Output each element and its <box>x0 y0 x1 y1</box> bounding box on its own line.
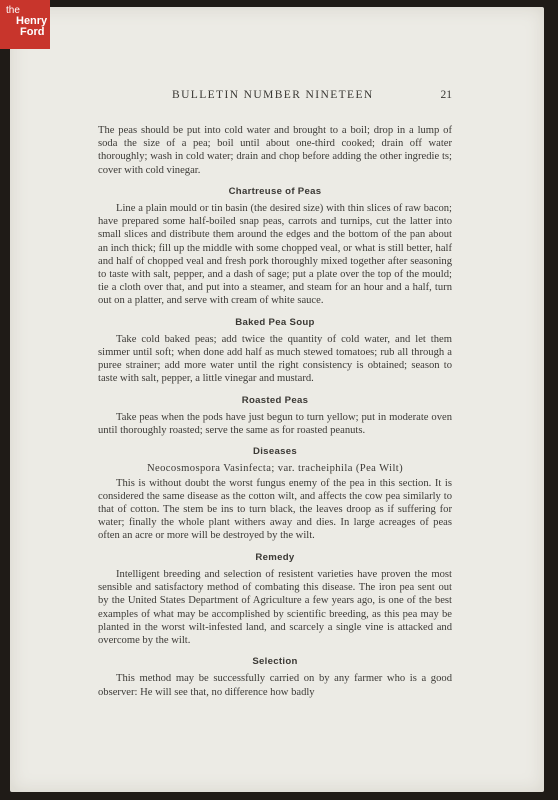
section-heading-selection: Selection <box>252 656 298 668</box>
section-heading-diseases: Diseases <box>252 446 297 458</box>
section-heading-remedy: Remedy <box>255 551 295 563</box>
section-heading-baked-pea-soup: Baked Pea Soup <box>235 316 315 328</box>
page-number: 21 <box>440 89 452 101</box>
logo-line-henry: Henry <box>16 15 48 27</box>
section-heading-roasted-peas: Roasted Peas <box>241 394 309 406</box>
running-title: BULLETIN NUMBER NINETEEN <box>172 89 374 101</box>
baked-pea-soup-paragraph: Take cold baked peas; add twice the quantity of cold water, and let them simmer until soft; when done add half as much stewed tomatoes; rub all through a puree strainer; add more water until the right consistency is obtained; season to taste with salt, pepper, a little vinegar and mustard. <box>98 333 452 385</box>
intro-paragraph: The peas should be put into cold water and brought to a boil; drop in a lump of soda the size of a pea; boil until about one-third cooked; drain off water thoroughly; wash in cold water; drain and chop before adding the other ingredie ts; cover with cold vinegar. <box>98 125 452 176</box>
logo-line-ford: Ford <box>20 26 45 38</box>
remedy-paragraph: Intelligent breeding and selection of resistent varieties have proven the most sensible and satisfactory method of combating this disease. The iron pea sent out by the United States Department of Agriculture a few years ago, is one of the best examples of what may be accomplished by scientific breeding, as this pea may be planted in the worst wilt-infested land, and scarcely a single vine is attacked and overcome by the wilt. <box>98 568 452 646</box>
section-heading-chartreuse: Chartreuse of Peas <box>228 185 322 197</box>
selection-paragraph: This method may be successfully carried on by any farmer who is a good observer: He will see that, no difference how badly <box>98 673 452 698</box>
logo-line-the: the <box>6 5 20 16</box>
page-body <box>98 124 452 699</box>
henry-ford-logo <box>0 0 50 49</box>
disease-scientific-name: Neocosmospora Vasinfecta; var. tracheiphila (Pea Wilt) <box>146 463 404 475</box>
roasted-peas-paragraph: Take peas when the pods have just begun to turn yellow; put in moderate oven until thoroughly roasted; serve the same as for roasted peanuts. <box>98 411 452 437</box>
chartreuse-paragraph: Line a plain mould or tin basin (the desired size) with thin slices of raw bacon; have prepared some half-boiled snap peas, carrots and turnips, cut the latter into small slices and distribute them around the edges and the bottom of the pan about an inch thick; fill up the middle with some chopped veal, or what is still better, half and half of chopped veal and fresh pork thoroughly mixed together after seasoning to taste with salt, pepper, and a dash of sage; put a plate over the top of the mould; tie a cloth over that, and put into a steamer, and steam for an hour and a half, turn out on a platter, and serve with cream of white sauce. <box>98 203 452 307</box>
diseases-paragraph: This is without doubt the worst fungus enemy of the pea in this section. It is considered the same disease as the cotton wilt, and affects the cow pea similarly to that of cotton. The stem be ins to turn black, the leaves droop as if suffering for water; finally the whole plant withers away and dies. In large acreages of peas often an acre or more will be destroyed by the wilt. <box>98 477 452 542</box>
